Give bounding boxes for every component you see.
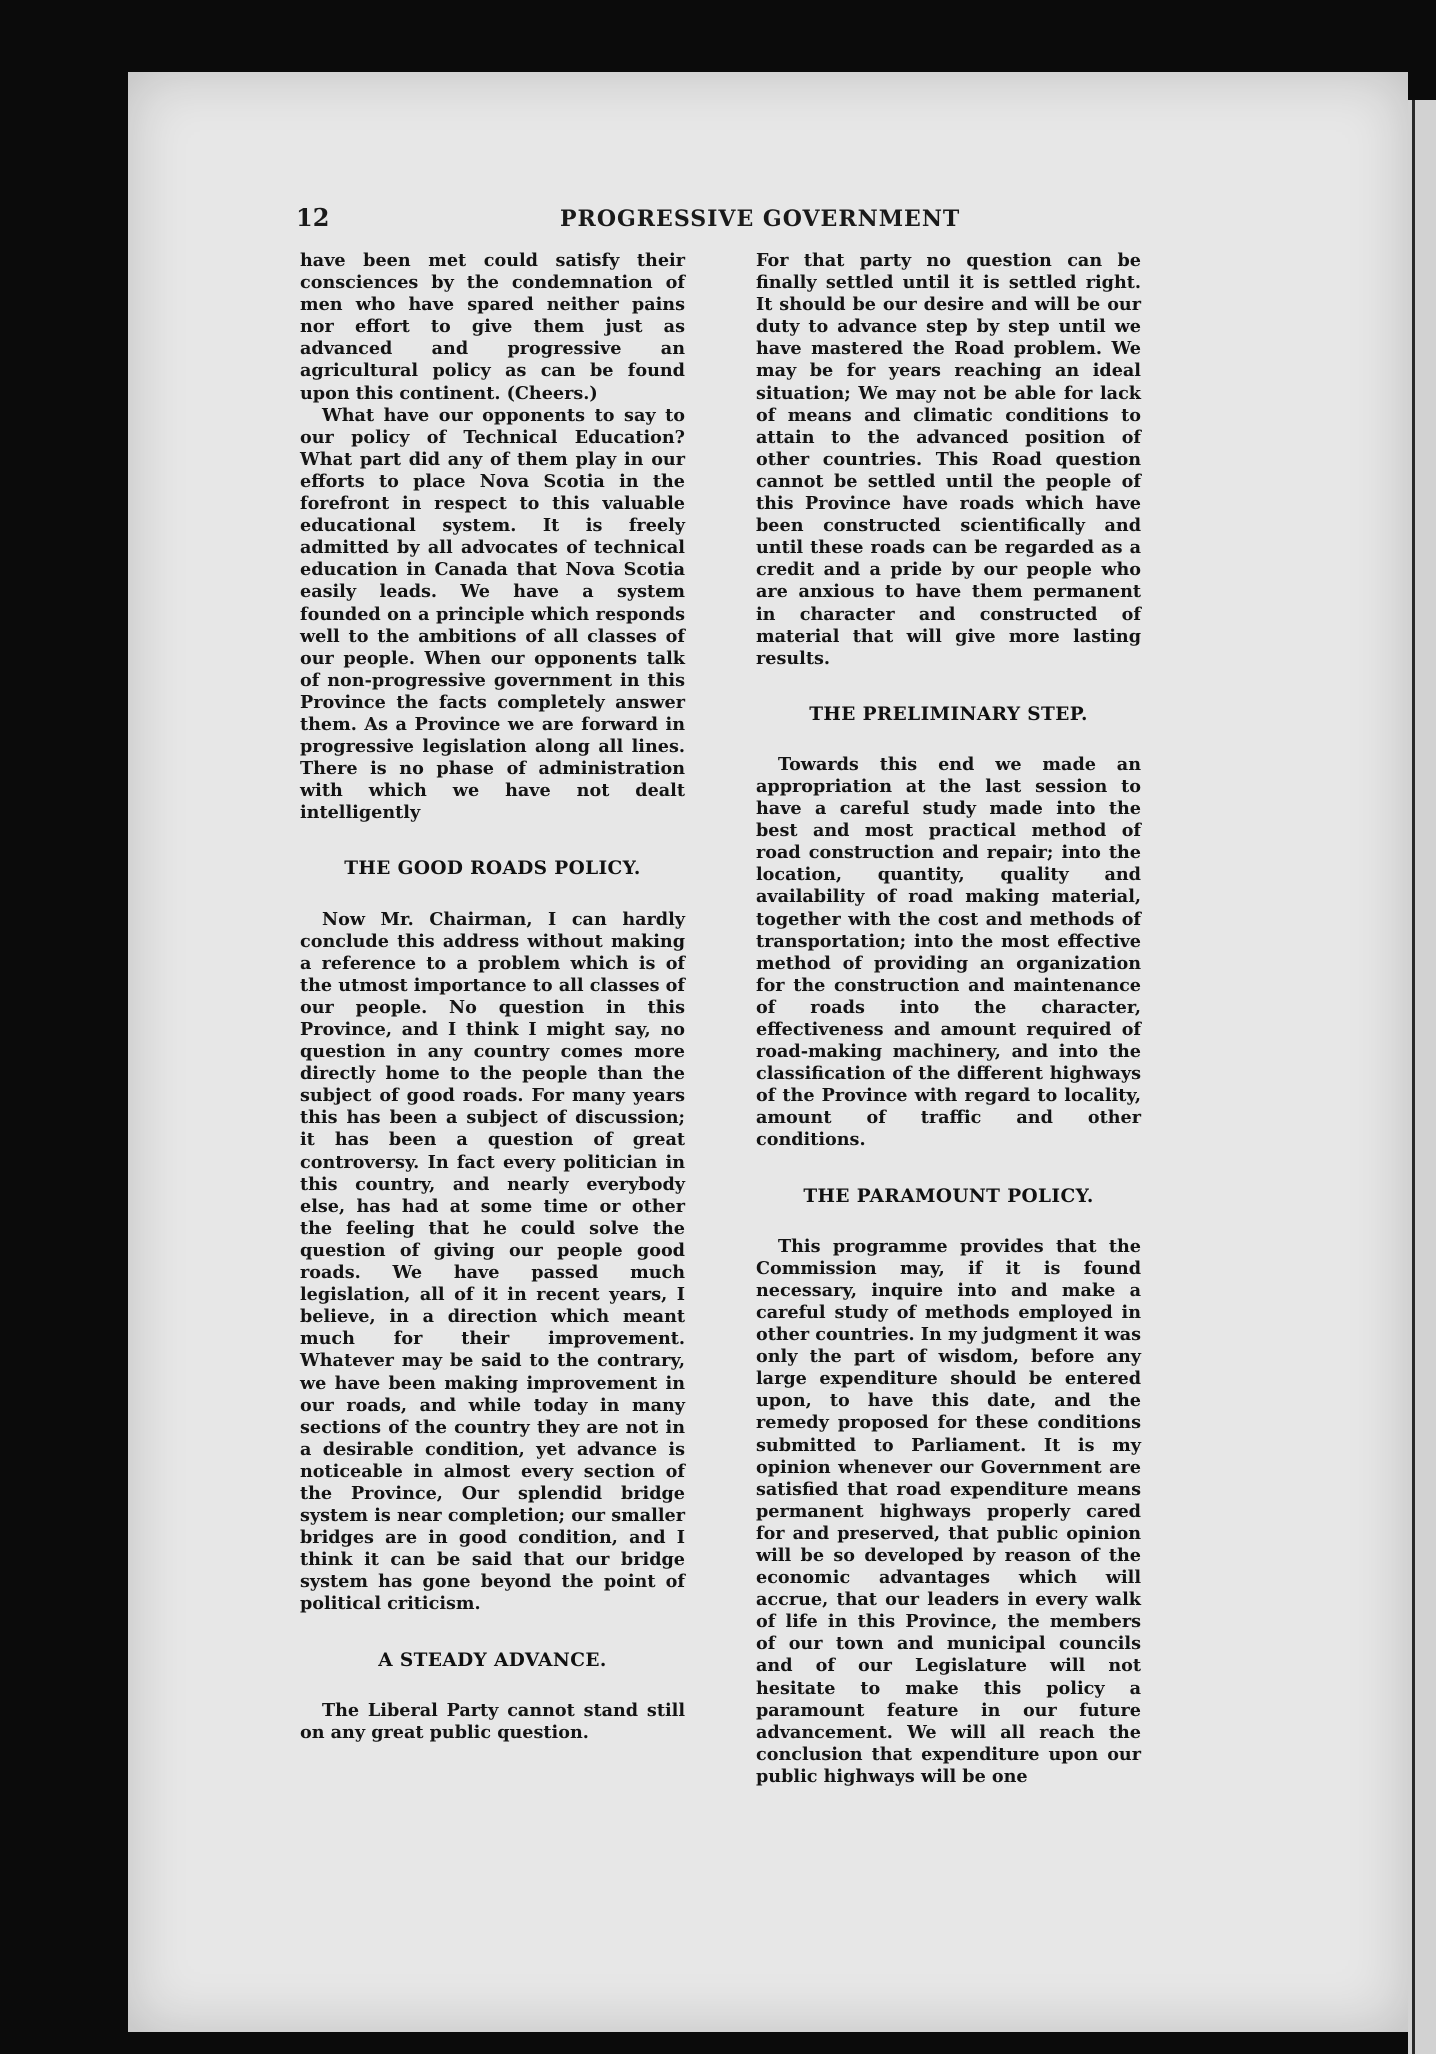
page-number: 12	[296, 203, 330, 232]
running-header: PROGRESSIVE GOVERNMENT	[560, 206, 961, 232]
adjacent-page-edge	[1408, 100, 1436, 2054]
paragraph: The Liberal Party cannot stand still on any great public question.	[300, 1699, 685, 1743]
section-heading-paramount-policy: THE PARAMOUNT POLICY.	[803, 1185, 1094, 1207]
left-column	[300, 250, 685, 1744]
paragraph: have been met could satisfy their consciences by the condemnation of men who have spared neither pains nor effort to give them just as advanced and progressive an agricultural policy as can be found upon this continent. (Cheers.)	[300, 250, 685, 404]
page-edge-line	[1412, 100, 1415, 2054]
section-heading-good-roads: THE GOOD ROADS POLICY.	[344, 858, 641, 880]
right-column	[756, 250, 1141, 1788]
paragraph: For that party no question can be finally settled until it is settled right. It should be our desire and will be our duty to advance step by step until we have mastered the Road problem. We may be for years reaching an ideal situation; We may not be able for lack of means and climatic conditions to attain to the advanced position of other countries. This Road question cannot be settled until the people of this Province have roads which have been constructed scientifically and until these roads can be regarded as a credit and a pride by our people who are anxious to have them permanent in character and constructed of material that will give more lasting results.	[756, 250, 1141, 669]
section-heading-preliminary-step: THE PRELIMINARY STEP.	[809, 703, 1088, 725]
paragraph: What have our opponents to say to our policy of Technical Education? What part did any of them play in our efforts to place Nova Scotia in the forefront in respect to this valuable educational system. It is freely admitted by all advocates of technical education in Canada that Nova Scotia easily leads. We have a system founded on a principle which responds well to the ambitions of all classes of our people. When our opponents talk of non-progressive government in this Province the facts completely answer them. As a Province we are forward in progressive legislation along all lines. There is no phase of administration with which we have not dealt intelligently	[300, 404, 685, 824]
section-heading-steady-advance: A STEADY ADVANCE.	[378, 1649, 607, 1671]
paragraph: Towards this end we made an appropriation at the last session to have a careful study made into the best and most practical method of road construction and repair; into the location, quantity, quality and availability of road making material, together with the cost and methods of transportation; into the most effective method of providing an organization for the construction and maintenance of roads into the character, effectiveness and amount required of road-making machinery, and into the classification of the different highways of the Province with regard to locality, amount of traffic and other conditions.	[756, 753, 1141, 1151]
paragraph: This programme provides that the Commission may, if it is found necessary, inquire into and make a careful study of methods employed in other countries. In my judgment it was only the part of wisdom, before any large expenditure should be entered upon, to have this date, and the remedy proposed for these conditions submitted to Parliament. It is my opinion whenever our Government are satisfied that road expenditure means permanent highways properly cared for and preserved, that public opinion will be so developed by reason of the economic advantages which will accrue, that our leaders in every walk of life in this Province, the members of our town and municipal councils and of our Legislature will not hesitate to make this policy a paramount feature in our future advancement. We will all reach the conclusion that expenditure upon our public highways will be one	[756, 1235, 1141, 1787]
paragraph: Now Mr. Chairman, I can hardly conclude this address without making a reference to a problem which is of the utmost importance to all classes of our people. No question in this Province, and I think I might say, no question in any country comes more directly home to the people than the subject of good roads. For many years this has been a subject of discussion; it has been a question of great controversy. In fact every politician in this country, and nearly everybody else, has had at some time or other the feeling that he could solve the question of giving our people good roads. We have passed much legislation, all of it in recent years, I believe, in a direction which meant much for their improvement. Whatever may be said to the contrary, we have been making improvement in our roads, and while today in many sections of the country they are not in a desirable condition, yet advance is noticeable in almost every section of the Province, Our splendid bridge system is near completion; our smaller bridges are in good condition, and I think it can be said that our bridge system has gone beyond the point of political criticism.	[300, 908, 685, 1615]
